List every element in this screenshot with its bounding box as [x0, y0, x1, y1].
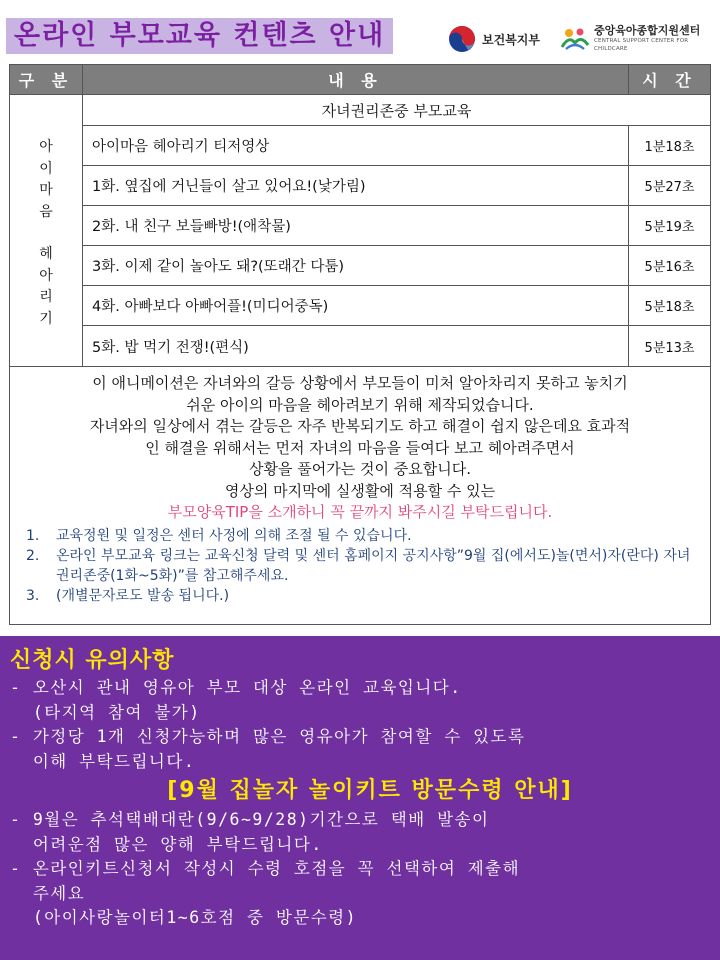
- notice-line: 어려운점 많은 양해 부탁드립니다.: [10, 834, 323, 854]
- episode-name: 1화. 옆집에 거닌들이 살고 있어요!(낯가림): [83, 166, 629, 205]
- note-text: 온라인 부모교육 링크는 교육신청 달력 및 센터 홈페이지 공지사항”9월 집(에서도)놀(면서)자(란다) 자녀권리존중(1화~5화)”를 참고해주세요.: [56, 547, 691, 584]
- category-char: 아: [39, 139, 53, 155]
- episode-duration: 5분13초: [644, 340, 695, 356]
- episode-name: 2화. 내 친구 보들빠방!(애착물): [83, 206, 629, 245]
- episode-duration: 1분18초: [644, 140, 695, 155]
- description-line: 이 애니메이션은 자녀와의 갈등 상황에서 부모들이 미처 알아차리지 못하고 놓치기: [92, 374, 628, 392]
- note-number: 3.: [26, 587, 40, 604]
- episode-duration: 5분16초: [644, 260, 695, 275]
- ccc-logo-text: 중앙육아종합지원센터: [594, 23, 701, 37]
- category-char: 헤: [39, 246, 53, 262]
- mohw-logo: [448, 24, 540, 54]
- header-time: 시 간: [642, 71, 697, 90]
- table-row: [83, 246, 710, 286]
- page-header: [0, 0, 720, 62]
- ccc-logo-subtext: CENTRAL SUPPORT CENTER FOR CHILDCARE: [594, 37, 689, 52]
- notice-line: - 9월은 추석택배대란(9/6~9/28)기간으로 택배 발송이: [10, 810, 490, 829]
- description-line: 자녀와의 일상에서 겪는 갈등은 자주 반복되기도 하고 해결이 쉽지 않은데요 효과적: [89, 417, 631, 435]
- notice-line: - 가정당 1개 신청가능하며 많은 영유아가 참여할 수 있도록: [10, 727, 526, 746]
- category-char: 마: [39, 182, 53, 198]
- kit-notice-subtitle: [9월 집놀자 놀이키트 방문수령 안내]: [167, 778, 573, 803]
- episode-duration: 5분27초: [644, 180, 695, 195]
- table-header: [10, 65, 710, 95]
- description-line: 상황을 풀어가는 것이 중요합니다.: [249, 460, 471, 478]
- category-char: 기: [39, 310, 53, 327]
- notice-line: (타지역 참여 불가): [10, 702, 201, 722]
- note-item: [20, 526, 700, 546]
- description-highlight: 부모양육TIP을 소개하니 꼭 끝까지 봐주시길 부탁드립니다.: [167, 503, 553, 521]
- notice-line: (아이사랑놀이터1~6호점 중 방문수령): [10, 908, 358, 927]
- notice-line: 주세요: [10, 883, 86, 903]
- description-line: 영상의 마지막에 실생활에 적용할 수 있는: [224, 481, 496, 500]
- table-subheader: 자녀권리존중 부모교육: [83, 95, 710, 126]
- note-item: [20, 546, 700, 586]
- note-number: 1.: [26, 527, 40, 544]
- content-table: [9, 64, 711, 625]
- episode-duration: 5분19초: [644, 220, 695, 235]
- note-text: (개별문자로도 발송 됩니다.): [56, 587, 230, 604]
- table-row: [83, 206, 710, 246]
- episode-name: 4화. 아빠보다 아빠어플!(미디어중독): [83, 286, 629, 325]
- notice-title: 신청시 유의사항: [10, 648, 175, 673]
- category-cell: [10, 95, 83, 366]
- table-body: [10, 95, 710, 366]
- notice-line: 이해 부탁드립니다.: [10, 751, 196, 771]
- description-text: [20, 373, 700, 524]
- childcare-center-icon: [560, 25, 590, 51]
- note-text: 교육정원 및 일정은 센터 사정에 의해 조절 될 수 있습니다.: [56, 527, 412, 544]
- notice-panel: [0, 636, 720, 960]
- category-char: 이: [39, 160, 53, 177]
- episode-duration: 5분18초: [644, 300, 695, 315]
- table-row: [83, 286, 710, 326]
- table-row: [83, 126, 710, 166]
- note-number: 2.: [26, 547, 40, 564]
- note-item: [20, 586, 700, 606]
- episode-name: 3화. 이제 같이 놀아도 돼?(또래간 다툼): [83, 246, 629, 285]
- taegeuk-emblem-icon: [448, 25, 476, 53]
- episode-name: 아이마음 헤아리기 티저영상: [83, 126, 629, 165]
- notice-line: - 오산시 관내 영유아 부모 대상 온라인 교육입니다.: [10, 678, 462, 697]
- content-cells: [83, 95, 710, 366]
- header-category: 구 분: [10, 65, 83, 94]
- ccc-logo: [560, 20, 720, 56]
- table-row: [83, 326, 710, 366]
- header-content: 내 용: [83, 65, 629, 94]
- description-box: [10, 366, 710, 624]
- episode-name: 5화. 밥 먹기 전쟁!(편식): [83, 326, 629, 366]
- category-char: 음: [39, 203, 53, 220]
- notice-line: - 온라인키트신청서 작성시 수령 호점을 꼭 선택하여 제출해: [10, 859, 521, 878]
- description-line: 쉬운 아이의 마음을 헤아려보기 위해 제작되었습니다.: [186, 395, 534, 414]
- description-line: 인 해결을 위해서는 먼저 자녀의 마음을 들여다 보고 헤아려주면서: [145, 438, 575, 457]
- category-char: 아: [39, 267, 53, 284]
- page-title: 온라인 부모교육 컨텐츠 안내: [6, 18, 393, 54]
- table-row: [83, 166, 710, 206]
- mohw-logo-text: 보건복지부: [482, 32, 540, 47]
- category-char: 리: [39, 289, 53, 305]
- notes-list: [20, 526, 700, 606]
